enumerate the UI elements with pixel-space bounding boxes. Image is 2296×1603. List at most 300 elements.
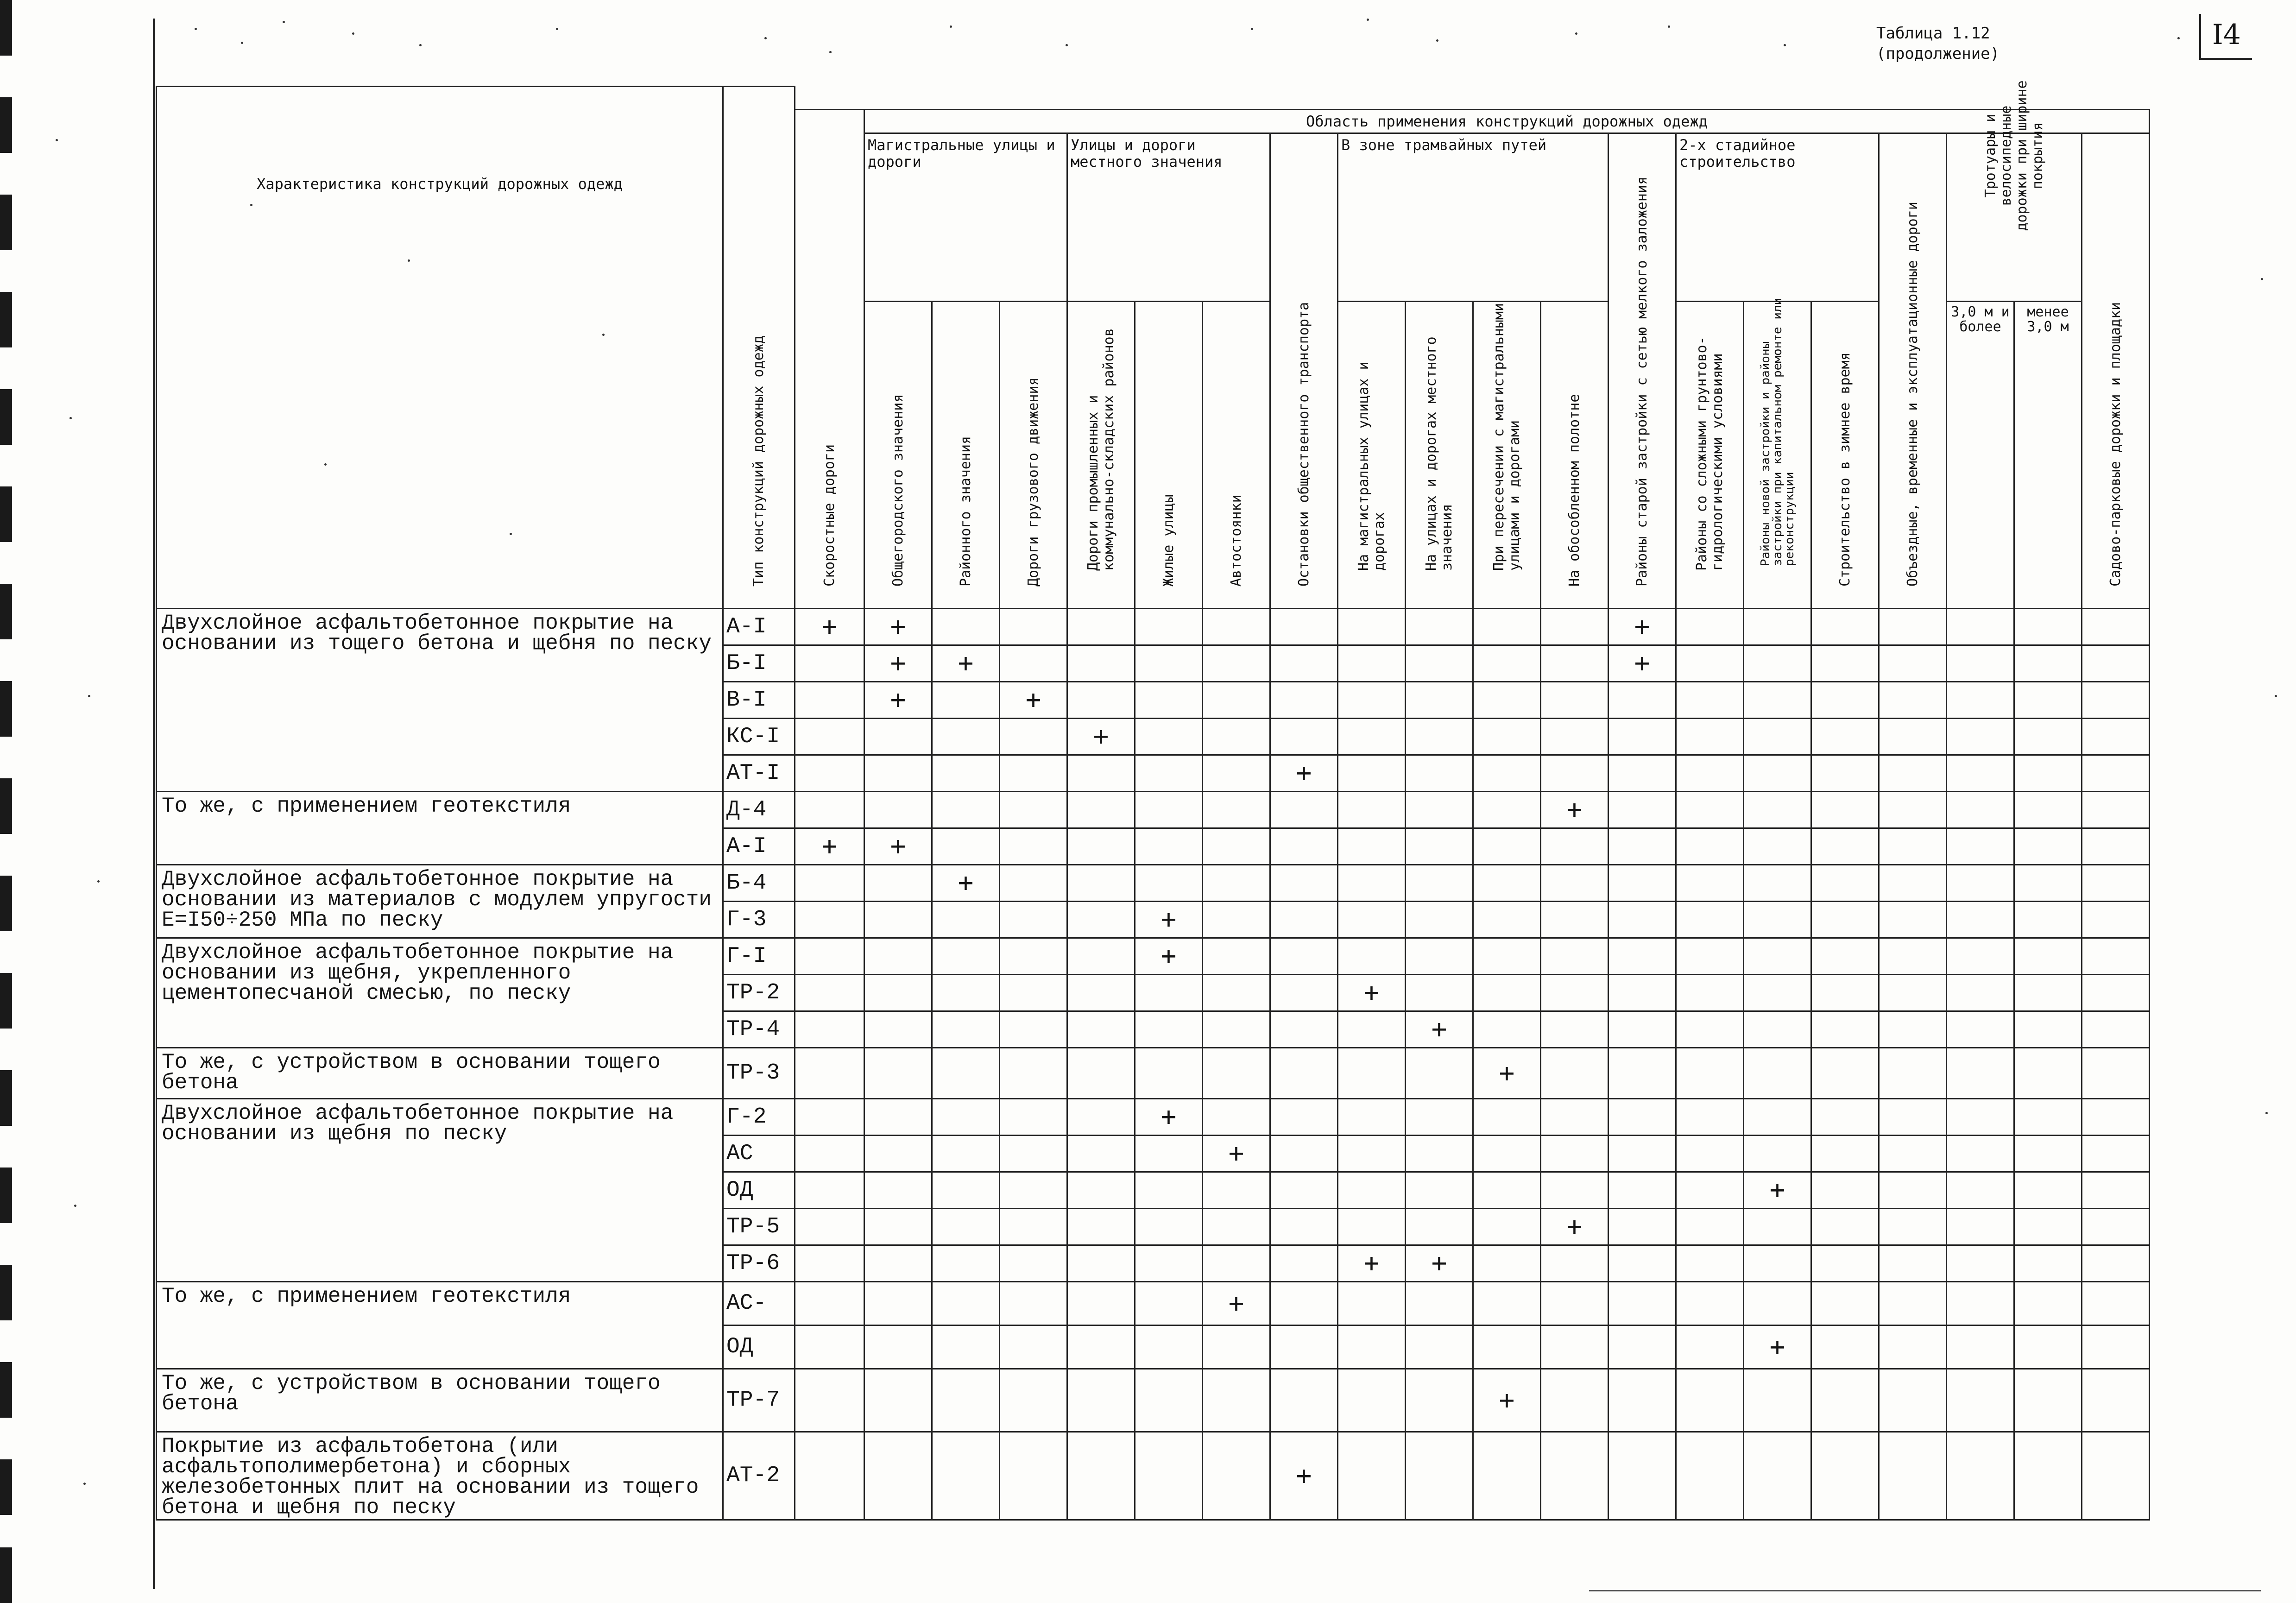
applicability-cell bbox=[1203, 755, 1270, 791]
header-group-main: Магистральные улицы и дороги bbox=[864, 133, 1067, 301]
applicability-cell bbox=[1067, 1281, 1135, 1325]
applicability-cell bbox=[2014, 1325, 2082, 1369]
applicability-cell bbox=[1000, 645, 1067, 682]
applicability-cell bbox=[1676, 682, 1744, 718]
applicability-cell bbox=[2082, 865, 2150, 901]
applicability-cell bbox=[1541, 974, 1608, 1011]
applicability-cell bbox=[2082, 1048, 2150, 1098]
applicability-cell bbox=[1203, 938, 1270, 974]
applicability-cell bbox=[1406, 1048, 1473, 1098]
applicability-cell bbox=[932, 791, 1000, 828]
header-bypass: Объездные, временные и эксплуатационные дороги bbox=[1879, 133, 1947, 608]
row-type-code: АТ-2 bbox=[723, 1432, 795, 1520]
applicability-cell bbox=[864, 1325, 932, 1369]
applicability-cell bbox=[1608, 718, 1676, 755]
applicability-cell bbox=[1879, 1098, 1947, 1135]
applicability-cell bbox=[1338, 1135, 1406, 1172]
applicability-cell bbox=[1135, 974, 1203, 1011]
applicability-cell bbox=[1811, 682, 1879, 718]
applicability-cell bbox=[1270, 1098, 1338, 1135]
applicability-cell bbox=[864, 1281, 932, 1325]
scan-speck bbox=[283, 21, 285, 23]
applicability-cell bbox=[1608, 1135, 1676, 1172]
applicability-cell bbox=[1811, 1048, 1879, 1098]
applicability-cell bbox=[1000, 1369, 1067, 1432]
applicability-cell bbox=[1608, 828, 1676, 865]
applicability-cell bbox=[932, 1432, 1000, 1520]
applicability-cell bbox=[1270, 974, 1338, 1011]
plus-mark: + bbox=[958, 868, 974, 898]
applicability-cell bbox=[1608, 1098, 1676, 1135]
row-description: Покрытие из асфальтобетона (или асфальтополимербетона) и сборных железобетонных плит на основании из тощего бетона и щебня по песку bbox=[157, 1432, 723, 1520]
applicability-cell bbox=[1000, 901, 1067, 938]
row-type-code: Г-2 bbox=[723, 1098, 795, 1135]
row-type-code: ТР-3 bbox=[723, 1048, 795, 1098]
applicability-cell bbox=[1000, 1281, 1067, 1325]
plus-mark: + bbox=[890, 648, 906, 678]
row-description: То же, с устройством в основании тощего бетона bbox=[157, 1048, 723, 1098]
binding-edge bbox=[0, 0, 19, 1603]
applicability-cell bbox=[1879, 608, 1947, 645]
applicability-cell bbox=[1067, 608, 1135, 645]
applicability-cell bbox=[2082, 1281, 2150, 1325]
applicability-cell bbox=[1067, 938, 1135, 974]
applicability-cell bbox=[1406, 755, 1473, 791]
applicability-cell bbox=[932, 1098, 1000, 1135]
applicability-cell bbox=[1879, 1011, 1947, 1048]
applicability-cell bbox=[1947, 828, 2014, 865]
plus-mark: + bbox=[1228, 1288, 1244, 1319]
applicability-cell bbox=[2014, 1245, 2082, 1281]
applicability-cell bbox=[1744, 938, 1811, 974]
applicability-cell bbox=[932, 755, 1000, 791]
applicability-cell bbox=[1947, 974, 2014, 1011]
applicability-cell bbox=[864, 718, 932, 755]
row-type-code: АС bbox=[723, 1135, 795, 1172]
applicability-cell bbox=[1406, 938, 1473, 974]
applicability-cell bbox=[1203, 974, 1270, 1011]
applicability-cell bbox=[1541, 1048, 1608, 1098]
row-type-code: Б-I bbox=[723, 645, 795, 682]
applicability-cell bbox=[1473, 718, 1541, 755]
applicability-cell bbox=[2082, 608, 2150, 645]
applicability-cell bbox=[1473, 1432, 1541, 1520]
applicability-cell bbox=[1067, 901, 1135, 938]
applicability-cell bbox=[1744, 718, 1811, 755]
applicability-cell bbox=[1203, 718, 1270, 755]
scan-speck bbox=[510, 533, 512, 535]
applicability-cell bbox=[1270, 938, 1338, 974]
applicability-cell bbox=[1203, 1245, 1270, 1281]
applicability-cell bbox=[1203, 1369, 1270, 1432]
applicability-cell bbox=[1203, 1281, 1270, 1325]
applicability-cell bbox=[2014, 938, 2082, 974]
applicability-cell bbox=[1203, 1172, 1270, 1208]
applicability-cell bbox=[1541, 791, 1608, 828]
row-type-code: ОД bbox=[723, 1172, 795, 1208]
applicability-cell bbox=[1473, 1098, 1541, 1135]
applicability-cell bbox=[1338, 938, 1406, 974]
applicability-cell bbox=[1541, 682, 1608, 718]
applicability-cell bbox=[1338, 901, 1406, 938]
applicability-cell bbox=[2014, 682, 2082, 718]
table-caption-title: Таблица 1.12 bbox=[1876, 24, 1990, 43]
applicability-cell bbox=[1811, 718, 1879, 755]
plus-mark: + bbox=[890, 612, 906, 642]
applicability-cell bbox=[1608, 1048, 1676, 1098]
applicability-cell bbox=[1676, 1048, 1744, 1098]
applicability-cell bbox=[1608, 938, 1676, 974]
plus-mark: + bbox=[1634, 648, 1650, 678]
applicability-cell bbox=[2082, 974, 2150, 1011]
applicability-cell bbox=[1000, 791, 1067, 828]
applicability-cell bbox=[2014, 645, 2082, 682]
plus-mark: + bbox=[1566, 795, 1583, 825]
applicability-cell bbox=[1406, 1281, 1473, 1325]
applicability-cell bbox=[795, 1135, 864, 1172]
applicability-cell bbox=[1406, 791, 1473, 828]
applicability-cell bbox=[1541, 1432, 1608, 1520]
scan-speck bbox=[419, 44, 422, 46]
applicability-cell bbox=[1744, 1325, 1811, 1369]
applicability-cell bbox=[932, 1208, 1000, 1245]
applicability-cell bbox=[1811, 865, 1879, 901]
applicability-cell bbox=[1947, 1432, 2014, 1520]
applicability-cell bbox=[1000, 1208, 1067, 1245]
plus-mark: + bbox=[1769, 1332, 1785, 1362]
table-caption bbox=[1876, 23, 2000, 64]
applicability-cell bbox=[1811, 938, 1879, 974]
header-main-city: Общегородского значения bbox=[864, 301, 932, 608]
row-type-code: Г-I bbox=[723, 938, 795, 974]
applicability-cell bbox=[1879, 1172, 1947, 1208]
applicability-cell bbox=[1067, 1135, 1135, 1172]
applicability-cell bbox=[1203, 1098, 1270, 1135]
applicability-cell bbox=[1744, 1172, 1811, 1208]
applicability-cell bbox=[932, 865, 1000, 901]
scan-speck bbox=[1575, 32, 1577, 35]
row-type-code: ОД bbox=[723, 1325, 795, 1369]
plus-mark: + bbox=[1431, 1014, 1447, 1044]
applicability-cell bbox=[1744, 682, 1811, 718]
applicability-cell bbox=[2014, 608, 2082, 645]
applicability-cell bbox=[1203, 865, 1270, 901]
applicability-cell bbox=[1676, 718, 1744, 755]
applicability-cell bbox=[1338, 682, 1406, 718]
footer-rule bbox=[1589, 1590, 2261, 1591]
applicability-cell bbox=[1135, 938, 1203, 974]
plus-mark: + bbox=[1161, 904, 1177, 934]
applicability-cell bbox=[1676, 1281, 1744, 1325]
applicability-cell bbox=[1135, 718, 1203, 755]
header-stage-winter: Строительство в зимнее время bbox=[1811, 301, 1879, 608]
applicability-cell bbox=[1811, 1281, 1879, 1325]
applicability-cell bbox=[1608, 1011, 1676, 1048]
header-stage-soil: Районы со сложными грунтово-гидрологическими условиями bbox=[1676, 301, 1744, 608]
page-number: I4 bbox=[2199, 14, 2252, 60]
applicability-cell bbox=[1473, 1011, 1541, 1048]
applicability-cell bbox=[1406, 1369, 1473, 1432]
applicability-cell bbox=[1203, 682, 1270, 718]
applicability-cell bbox=[1879, 1208, 1947, 1245]
applicability-cell bbox=[1270, 828, 1338, 865]
scan-speck bbox=[1251, 28, 1253, 30]
row-type-code: Д-4 bbox=[723, 791, 795, 828]
applicability-cell bbox=[1270, 1172, 1338, 1208]
applicability-cell bbox=[1947, 1048, 2014, 1098]
applicability-cell bbox=[1270, 1048, 1338, 1098]
applicability-cell bbox=[1338, 791, 1406, 828]
applicability-cell bbox=[795, 1048, 864, 1098]
applicability-cell bbox=[1676, 645, 1744, 682]
scan-speck bbox=[241, 42, 243, 44]
applicability-cell bbox=[1473, 1245, 1541, 1281]
applicability-cell bbox=[1135, 608, 1203, 645]
table-row bbox=[157, 1369, 2150, 1432]
applicability-cell bbox=[1000, 608, 1067, 645]
scan-speck bbox=[56, 139, 58, 141]
applicability-cell bbox=[1000, 682, 1067, 718]
applicability-cell bbox=[1406, 1432, 1473, 1520]
applicability-cell bbox=[1000, 938, 1067, 974]
applicability-cell bbox=[1608, 1325, 1676, 1369]
applicability-cell bbox=[1676, 1369, 1744, 1432]
applicability-cell bbox=[1676, 1135, 1744, 1172]
applicability-cell bbox=[1811, 1208, 1879, 1245]
applicability-cell bbox=[1338, 1011, 1406, 1048]
applicability-cell bbox=[864, 1245, 932, 1281]
applicability-cell bbox=[1676, 1011, 1744, 1048]
applicability-cell bbox=[1541, 608, 1608, 645]
applicability-cell bbox=[2082, 1172, 2150, 1208]
applicability-cell bbox=[1541, 645, 1608, 682]
applicability-cell bbox=[1067, 1048, 1135, 1098]
applicability-cell bbox=[1270, 1245, 1338, 1281]
applicability-cell bbox=[1270, 1208, 1338, 1245]
applicability-cell bbox=[1811, 974, 1879, 1011]
applicability-cell bbox=[1473, 974, 1541, 1011]
applicability-cell bbox=[1000, 718, 1067, 755]
applicability-cell bbox=[1135, 1432, 1203, 1520]
applicability-cell bbox=[932, 938, 1000, 974]
plus-mark: + bbox=[1431, 1248, 1447, 1278]
applicability-cell bbox=[1879, 974, 1947, 1011]
applicability-cell bbox=[1338, 1208, 1406, 1245]
applicability-cell bbox=[1811, 791, 1879, 828]
applicability-cell bbox=[2082, 718, 2150, 755]
applicability-cell bbox=[1744, 1281, 1811, 1325]
applicability-cell bbox=[1879, 755, 1947, 791]
table-row bbox=[157, 938, 2150, 974]
applicability-cell bbox=[1270, 1369, 1338, 1432]
header-group-tram: В зоне трамвайных путей bbox=[1338, 133, 1608, 301]
applicability-cell bbox=[1811, 1011, 1879, 1048]
row-type-code: ТР-7 bbox=[723, 1369, 795, 1432]
applicability-cell bbox=[864, 1011, 932, 1048]
applicability-cell bbox=[1000, 865, 1067, 901]
applicability-cell bbox=[1406, 828, 1473, 865]
row-type-code: КС-I bbox=[723, 718, 795, 755]
applicability-cell bbox=[2082, 1245, 2150, 1281]
applicability-cell bbox=[2014, 1369, 2082, 1432]
applicability-cell bbox=[1541, 828, 1608, 865]
header-park: Садово-парковые дорожки и площадки bbox=[2082, 133, 2150, 608]
applicability-cell bbox=[1067, 1369, 1135, 1432]
applicability-cell bbox=[1338, 974, 1406, 1011]
applicability-cell bbox=[1473, 901, 1541, 938]
scan-speck bbox=[2177, 37, 2180, 39]
header-type: Тип конструкций дорожных одежд bbox=[723, 87, 795, 609]
applicability-cell bbox=[1541, 755, 1608, 791]
applicability-cell bbox=[795, 755, 864, 791]
applicability-cell bbox=[1135, 682, 1203, 718]
applicability-cell bbox=[1676, 1432, 1744, 1520]
applicability-cell bbox=[795, 1325, 864, 1369]
applicability-cell bbox=[1203, 1325, 1270, 1369]
header-stage-new: Районы новой застройки и районы застройки при капитальном ремонте или реконструкции bbox=[1744, 301, 1811, 608]
applicability-cell bbox=[932, 1281, 1000, 1325]
applicability-cell bbox=[1744, 1245, 1811, 1281]
applicability-cell bbox=[1270, 865, 1338, 901]
applicability-cell bbox=[1541, 1325, 1608, 1369]
row-description: То же, с применением геотекстиля bbox=[157, 791, 723, 865]
applicability-cell bbox=[1811, 1325, 1879, 1369]
plus-mark: + bbox=[1161, 941, 1177, 971]
applicability-cell bbox=[1473, 1208, 1541, 1245]
applicability-cell bbox=[1203, 608, 1270, 645]
row-type-code: ТР-6 bbox=[723, 1245, 795, 1281]
header-main-freight: Дороги грузового движения bbox=[1000, 301, 1067, 608]
applicability-cell bbox=[1676, 1208, 1744, 1245]
applicability-cell bbox=[1608, 974, 1676, 1011]
applicability-cell bbox=[1473, 1325, 1541, 1369]
applicability-cell bbox=[1608, 1208, 1676, 1245]
plus-mark: + bbox=[958, 648, 974, 678]
row-type-code: В-I bbox=[723, 682, 795, 718]
applicability-cell bbox=[1135, 1281, 1203, 1325]
applicability-cell bbox=[1879, 1135, 1947, 1172]
applicability-cell bbox=[1676, 974, 1744, 1011]
scan-speck bbox=[2261, 278, 2263, 280]
plus-mark: + bbox=[1161, 1102, 1177, 1132]
header-local-residential: Жилые улицы bbox=[1135, 301, 1203, 608]
applicability-cell bbox=[1744, 791, 1811, 828]
applicability-cell bbox=[864, 974, 932, 1011]
applicability-cell bbox=[864, 1208, 932, 1245]
applicability-cell bbox=[1541, 718, 1608, 755]
applicability-cell bbox=[1203, 645, 1270, 682]
applicability-cell bbox=[1135, 1369, 1203, 1432]
applicability-cell bbox=[1203, 901, 1270, 938]
applicability-cell bbox=[1270, 1325, 1338, 1369]
applicability-cell bbox=[795, 865, 864, 901]
applicability-cell bbox=[1811, 1369, 1879, 1432]
table-body bbox=[157, 608, 2150, 1520]
applicability-cell bbox=[1744, 1011, 1811, 1048]
applicability-cell bbox=[795, 1281, 864, 1325]
applicability-cell bbox=[1203, 791, 1270, 828]
applicability-cell bbox=[795, 1432, 864, 1520]
applicability-cell bbox=[1406, 1135, 1473, 1172]
applicability-cell bbox=[1744, 828, 1811, 865]
applicability-cell bbox=[795, 1208, 864, 1245]
plus-mark: + bbox=[1769, 1175, 1785, 1205]
applicability-cell bbox=[1676, 938, 1744, 974]
scan-speck bbox=[195, 28, 197, 30]
applicability-cell bbox=[795, 828, 864, 865]
applicability-cell bbox=[1203, 1135, 1270, 1172]
applicability-cell bbox=[1473, 1048, 1541, 1098]
plus-mark: + bbox=[1093, 721, 1109, 751]
applicability-cell bbox=[1879, 1281, 1947, 1325]
table-row bbox=[157, 1098, 2150, 1135]
applicability-cell bbox=[1000, 1135, 1067, 1172]
scan-speck bbox=[97, 880, 100, 883]
applicability-cell bbox=[1879, 901, 1947, 938]
applicability-cell bbox=[1947, 1208, 2014, 1245]
applicability-cell bbox=[1067, 718, 1135, 755]
applicability-cell bbox=[1744, 1432, 1811, 1520]
plus-mark: + bbox=[821, 612, 838, 642]
applicability-cell bbox=[1676, 791, 1744, 828]
applicability-cell bbox=[795, 974, 864, 1011]
applicability-cell bbox=[1406, 718, 1473, 755]
applicability-cell bbox=[864, 1098, 932, 1135]
plus-mark: + bbox=[1363, 978, 1380, 1008]
applicability-cell bbox=[2082, 682, 2150, 718]
applicability-cell bbox=[1947, 865, 2014, 901]
applicability-cell bbox=[1947, 608, 2014, 645]
applicability-cell bbox=[1811, 1172, 1879, 1208]
applicability-cell bbox=[2082, 828, 2150, 865]
applicability-cell bbox=[864, 755, 932, 791]
applicability-cell bbox=[864, 1172, 932, 1208]
applicability-cell bbox=[1135, 865, 1203, 901]
applicability-cell bbox=[1338, 865, 1406, 901]
applicability-cell bbox=[1879, 1245, 1947, 1281]
applicability-cell bbox=[795, 938, 864, 974]
scan-speck bbox=[83, 1483, 86, 1485]
applicability-cell bbox=[795, 1172, 864, 1208]
applicability-cell bbox=[1676, 865, 1744, 901]
applicability-cell bbox=[1203, 828, 1270, 865]
applicability-cell bbox=[1338, 1048, 1406, 1098]
applicability-cell bbox=[1067, 1172, 1135, 1208]
applicability-cell bbox=[1811, 1135, 1879, 1172]
applicability-cell bbox=[1067, 1011, 1135, 1048]
applicability-cell bbox=[932, 1048, 1000, 1098]
applicability-cell bbox=[932, 1011, 1000, 1048]
applicability-cell bbox=[1000, 828, 1067, 865]
header-speed: Скоростные дороги bbox=[795, 109, 864, 608]
table-row bbox=[157, 1432, 2150, 1520]
construction-table bbox=[156, 80, 2150, 1521]
applicability-cell bbox=[1067, 1432, 1135, 1520]
applicability-cell bbox=[1270, 645, 1338, 682]
row-type-code: АТ-I bbox=[723, 755, 795, 791]
applicability-cell bbox=[1541, 938, 1608, 974]
applicability-cell bbox=[1473, 608, 1541, 645]
applicability-cell bbox=[932, 1135, 1000, 1172]
applicability-cell bbox=[1135, 828, 1203, 865]
plus-mark: + bbox=[1566, 1212, 1583, 1242]
applicability-cell bbox=[2082, 1011, 2150, 1048]
applicability-cell bbox=[1608, 1245, 1676, 1281]
applicability-cell bbox=[1203, 1011, 1270, 1048]
row-description: Двухслойное асфальтобетонное покрытие на основании из щебня, укрепленного цементопесчаной смесью, по песку bbox=[157, 938, 723, 1048]
applicability-cell bbox=[1406, 645, 1473, 682]
applicability-cell bbox=[1067, 1098, 1135, 1135]
